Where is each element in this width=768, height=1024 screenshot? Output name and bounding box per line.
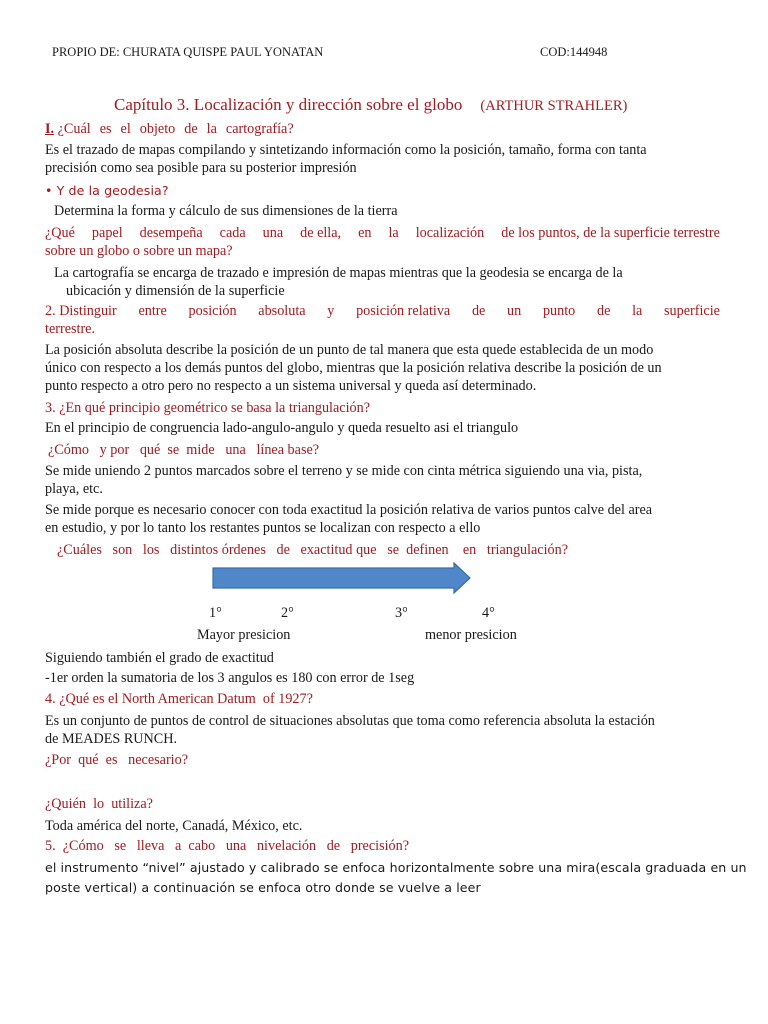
question-2-word: y xyxy=(327,303,335,319)
chapter-title-author: (ARTHUR STRAHLER) xyxy=(480,98,628,114)
order-1: 1° xyxy=(209,605,222,621)
question-1c-word: la xyxy=(388,225,399,241)
question-1c-line-1 xyxy=(45,225,720,242)
answer-3b-line-3: Se mide porque es necesario conocer con toda exactitud la posición relativa de varios puntos calve del area xyxy=(45,502,653,518)
question-1-word: ¿Cuál xyxy=(57,121,91,137)
question-1-word: la xyxy=(206,121,217,137)
accuracy-arrow xyxy=(212,562,472,596)
answer-3c-line-1: Siguiendo también el grado de exactitud xyxy=(45,650,274,666)
question-1-word: objeto xyxy=(139,121,176,137)
question-2-word: entre xyxy=(138,303,167,319)
question-2-word: posición xyxy=(188,303,237,319)
chapter-title-main: Capítulo 3. Localización y dirección sobre el globo xyxy=(114,95,463,114)
answer-2-line-3: punto respecto a otro pero no respecto a un sistema universal y queda así determinado. xyxy=(45,378,537,394)
question-1c-word: ¿Qué xyxy=(45,225,75,241)
question-2-line-2: terrestre. xyxy=(45,321,96,337)
answer-2-line-1: La posición absoluta describe la posición de un punto de tal manera que esta quede establecida de un modo xyxy=(45,342,654,358)
question-1-word: cartografía? xyxy=(225,121,294,137)
answer-1c-line-2: ubicación y dimensión de la superficie xyxy=(66,283,285,299)
answer-4c: Toda américa del norte, Canadá, México, etc. xyxy=(45,818,303,834)
answer-3b-line-4: en estudio, y por lo tanto los restantes puntos se localizan con respecto a ello xyxy=(45,520,481,536)
answer-2-line-2: único con respecto a los demás puntos del globo, mientras que la posición relativa describe la posición de un xyxy=(45,360,662,376)
question-2-word: absoluta xyxy=(258,303,306,319)
question-1c-word: de los puntos, de la superficie terrestre xyxy=(501,225,720,241)
question-2-line-1 xyxy=(45,303,720,320)
arrow-shape xyxy=(213,563,470,593)
question-1-text xyxy=(58,121,303,137)
order-3: 3° xyxy=(395,605,408,621)
answer-3b-line-1: Se mide uniendo 2 puntos marcados sobre el terreno y se mide con cinta métrica siguiendo una via, pista, xyxy=(45,463,643,479)
question-2-word: superficie xyxy=(664,303,720,319)
chapter-title xyxy=(114,96,627,115)
question-1c-word: papel xyxy=(91,225,123,241)
question-1c-word: de ella, xyxy=(300,225,342,241)
answer-3: En el principio de congruencia lado-angulo-angulo y queda resuelto asi el triangulo xyxy=(45,420,519,436)
header-owner: PROPIO DE: CHURATA QUISPE PAUL YONATAN xyxy=(52,45,324,59)
question-1-word: de xyxy=(184,121,198,137)
question-3c: ¿Cuáles son los distintos órdenes de exactitud que se definen en triangulación? xyxy=(57,542,569,558)
question-1c-line-2: sobre un globo o sobre un mapa? xyxy=(45,243,233,259)
order-4: 4° xyxy=(482,605,495,621)
question-3: 3. ¿En qué principio geométrico se basa la triangulación? xyxy=(45,400,371,416)
header-code: COD:144948 xyxy=(540,45,608,59)
order-2: 2° xyxy=(281,605,294,621)
question-1 xyxy=(45,121,303,138)
answer-1-line-2: precisión como sea posible para su posterior impresión xyxy=(45,160,357,176)
question-1c-word: localización xyxy=(415,225,485,241)
question-1c-word: desempeña xyxy=(139,225,203,241)
question-4: 4. ¿Qué es el North American Datum of 1927? xyxy=(45,691,313,707)
question-2-word: punto xyxy=(542,303,576,319)
question-1c-word: cada xyxy=(219,225,246,241)
answer-3c-line-2: -1er orden la sumatoria de los 3 angulos es 180 con error de 1seg xyxy=(45,670,415,686)
question-2-word: de xyxy=(471,303,486,319)
question-1c-word: en xyxy=(358,225,372,241)
question-1-word: el xyxy=(120,121,131,137)
answer-4-line-1: Es un conjunto de puntos de control de situaciones absolutas que toma como referencia absoluta la estación xyxy=(45,713,655,729)
answer-5-line-2: poste vertical) a continuación se enfoca otro donde se vuelve a leer xyxy=(45,880,481,895)
question-2-word: la xyxy=(632,303,643,319)
question-2-word: 2. Distinguir xyxy=(45,303,117,319)
question-2-word: un xyxy=(507,303,522,319)
scale-left-label: Mayor presicion xyxy=(197,627,291,643)
answer-1-line-1: Es el trazado de mapas compilando y sintetizando información como la posición, tamaño, forma con tanta xyxy=(45,142,647,158)
answer-3b-line-2: playa, etc. xyxy=(45,481,103,497)
question-1b: • Y de la geodesia? xyxy=(45,183,169,198)
question-4b: ¿Por qué es necesario? xyxy=(45,752,188,768)
scale-right-label: menor presicion xyxy=(425,627,517,643)
question-2-word: posición relativa xyxy=(356,303,451,319)
answer-1b: Determina la forma y cálculo de sus dimensiones de la tierra xyxy=(54,203,398,219)
question-4c: ¿Quién lo utiliza? xyxy=(45,796,153,812)
answer-4-line-2: de MEADES RUNCH. xyxy=(45,731,178,747)
question-2-word: de xyxy=(596,303,611,319)
question-1-word: es xyxy=(99,121,112,137)
question-1c-word: una xyxy=(262,225,284,241)
answer-5-line-1: el instrumento “nivel” ajustado y calibrado se enfoca horizontalmente sobre una mira(escala graduada en un xyxy=(45,860,747,875)
answer-1c-line-1: La cartografía se encarga de trazado e impresión de mapas mientras que la geodesia se encarga de la xyxy=(54,265,623,281)
question-1-number: I. xyxy=(45,121,55,137)
question-3b: ¿Cómo y por qué se mide una línea base? xyxy=(48,442,320,458)
question-5: 5. ¿Cómo se lleva a cabo una nivelación de precisión? xyxy=(45,838,410,854)
